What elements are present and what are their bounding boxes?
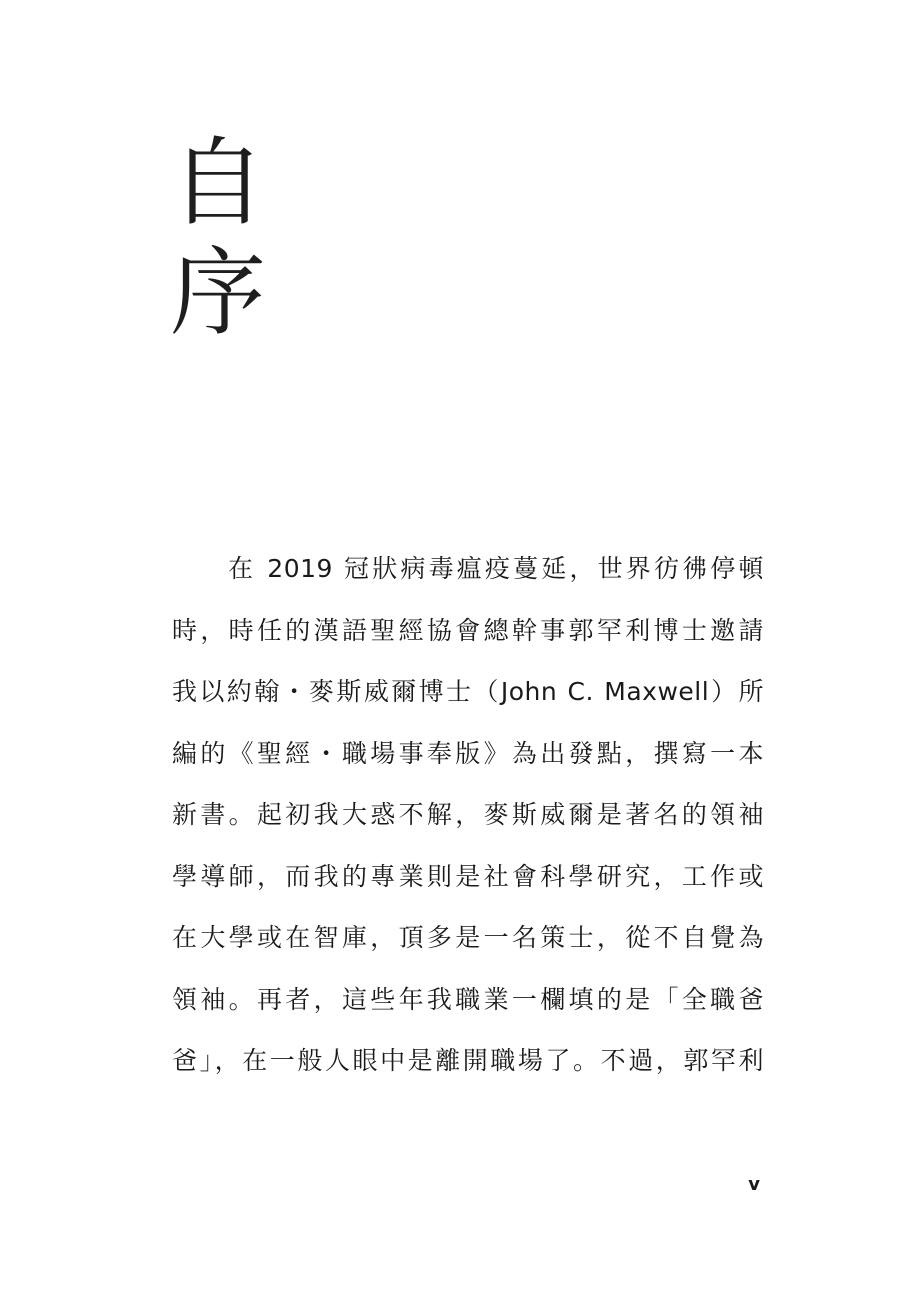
body-line: 編的《聖經・職場事奉版》為出發點，撰寫一本	[172, 738, 764, 768]
body-line: 領袖。再者，這些年我職業一欄填的是「全職爸	[172, 984, 764, 1014]
body-line: 我以約翰・麥斯威爾博士（John C. Maxwell）所	[172, 677, 764, 706]
body-line: 學導師，而我的專業則是社會科學研究，工作或	[172, 861, 764, 891]
body-line: 時，時任的漢語聖經協會總幹事郭罕利博士邀請	[172, 615, 764, 645]
page-number: v	[748, 1174, 760, 1195]
chapter-title-char: 序	[170, 237, 266, 349]
body-paragraph	[172, 538, 764, 1092]
body-line: 在 2019 冠狀病毒瘟疫蔓延，世界彷彿停頓	[228, 554, 764, 583]
body-line: 新書。起初我大惑不解，麥斯威爾是著名的領袖	[172, 800, 764, 829]
body-line: 在大學或在智庫，頂多是一名策士，從不自覺為	[172, 923, 764, 952]
chapter-title	[170, 128, 280, 348]
body-line: 爸」，在一般人眼中是離開職場了。不過，郭罕利	[172, 1046, 764, 1075]
chapter-title-char: 自	[170, 127, 266, 239]
